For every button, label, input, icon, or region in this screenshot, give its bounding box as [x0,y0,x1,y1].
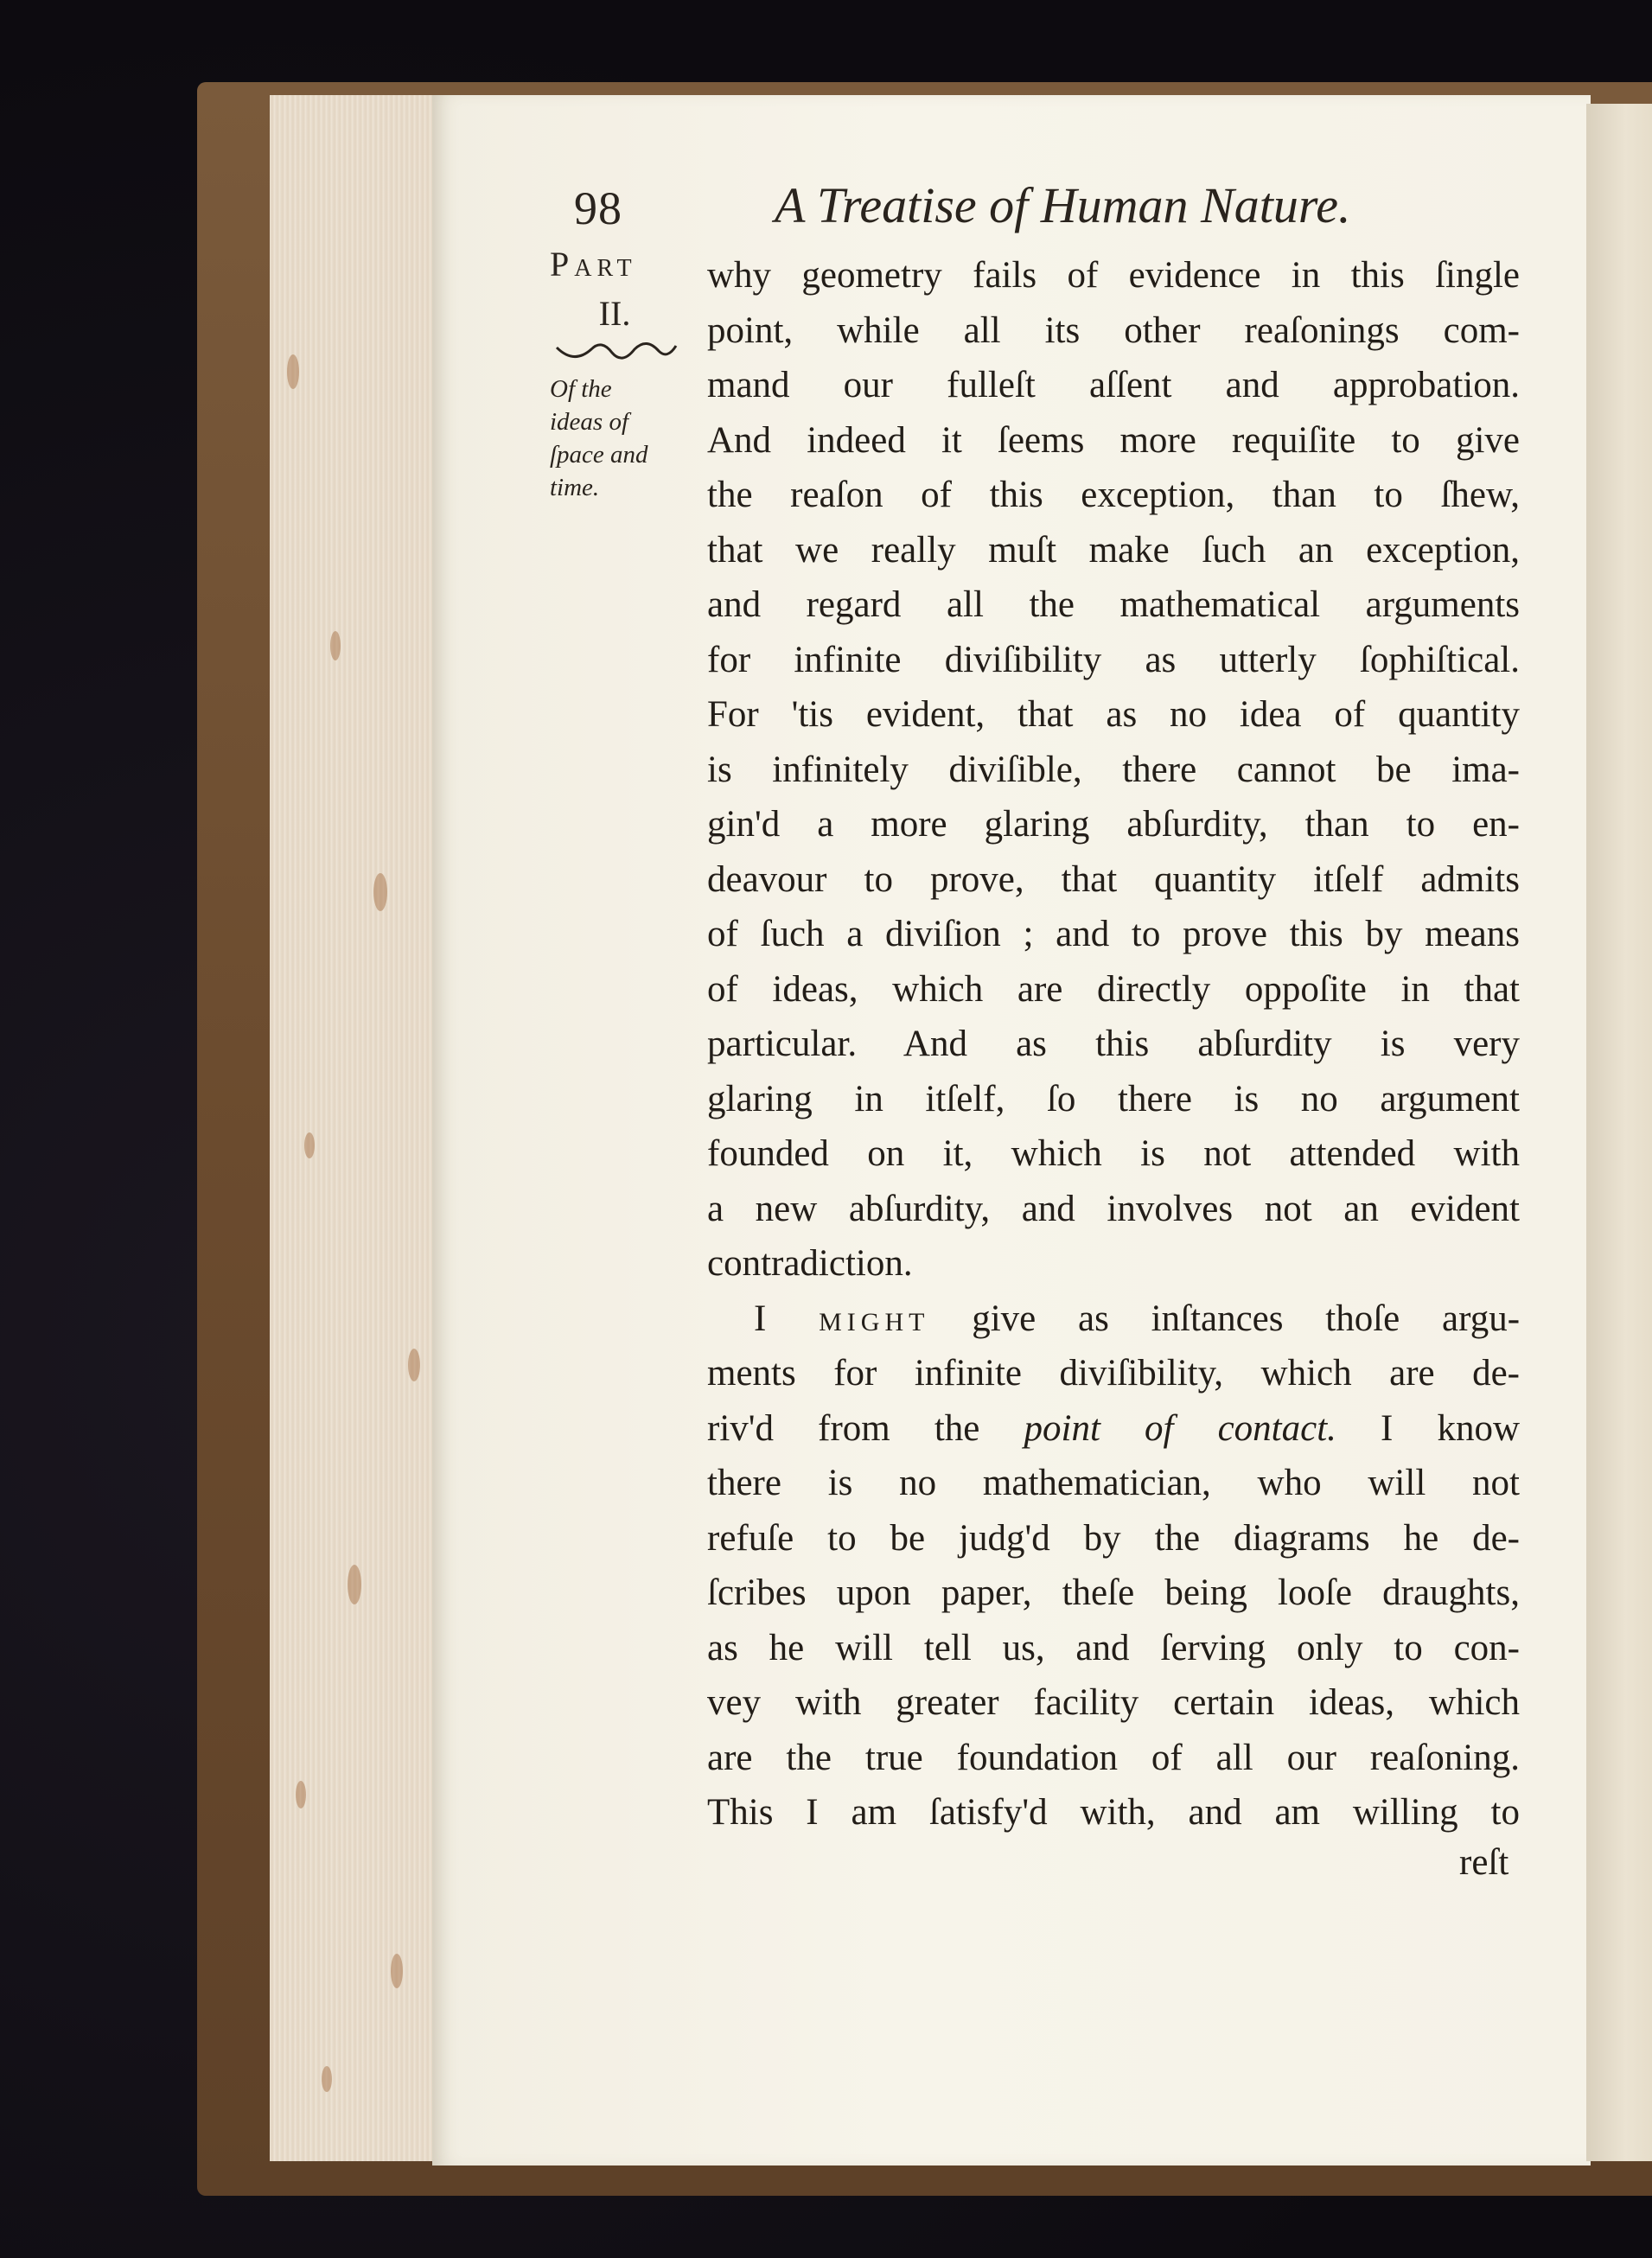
text-line [707,1401,1520,1457]
text-line: as he will tell us, and ſerving only to con- [707,1627,1520,1668]
foxing-stain [391,1954,403,1988]
sidenote-line: Of the [550,375,612,403]
body-text [707,248,1520,1840]
text-span: give as inſtances thoſe argu- [972,1298,1521,1339]
drop-word: I might [754,1298,930,1339]
text-line: contradiction. [707,1243,913,1284]
foxing-stain [304,1132,315,1158]
foxing-stain [330,631,341,660]
text-line: And indeed it ſeems more requiſite to give [707,419,1520,461]
text-line: is infinitely diviſible, there cannot be ima- [707,749,1520,790]
text-line: and regard all the mathematical arguments [707,584,1520,625]
marginal-note [550,244,688,504]
italic-phrase: point of contact. [1024,1407,1336,1449]
text-line: point, while all its other reaſonings com- [707,309,1520,351]
text-line: deavour to prove, that quantity itſelf admits [707,858,1520,900]
text-line: ſcribes upon paper, theſe being looſe draughts, [707,1572,1520,1613]
foxing-stain [296,1781,306,1808]
foxing-stain [287,354,299,389]
text-line: a new abſurdity, and involves not an evident [707,1188,1520,1229]
facing-page-edge [1586,104,1652,2161]
text-span: I know [1381,1407,1521,1449]
text-line: mand our fulleſt aſſent and approbation. [707,365,1520,405]
page-number: 98 [574,182,622,234]
text-line: the reaſon of this exception, than to ſhew, [707,475,1520,515]
foxing-stain [373,873,387,911]
text-line: gin'd a more glaring abſurdity, than to en- [707,804,1520,845]
text-line: glaring in itſelf, ſo there is no argument [707,1078,1520,1119]
page-edges [270,95,456,2161]
text-line: that we really muſt make ſuch an exception, [707,529,1520,571]
text-span: riv'd from the [707,1407,980,1449]
text-line: of ideas, which are directly oppoſite in that [707,968,1520,1010]
text-line: there is no mathematician, who will not [707,1463,1520,1503]
ornament-icon [550,339,679,368]
part-label: Part [550,245,637,284]
paragraph-first-line [707,1292,1520,1347]
text-line: why geometry fails of evidence in this ſingle [707,255,1520,296]
text-line: For 'tis evident, that as no idea of quantity [707,694,1520,735]
sidenote-line: ſpace and [550,441,648,469]
running-title: A Treatise of Human Nature. [775,177,1351,233]
foxing-stain [322,2066,332,2092]
text-line: founded on it, which is not attended with [707,1133,1520,1174]
text-line: of ſuch a diviſion ; and to prove this by means [707,914,1520,954]
foxing-stain [408,1349,420,1381]
sidenote-line: ideas of [550,408,629,436]
text-line: are the true foundation of all our reaſoning. [707,1737,1520,1778]
text-line: This I am ſatisfy'd with, and am willing to [707,1792,1520,1833]
sidenote-line: time. [550,474,600,501]
text-line: particular. And as this abſurdity is very [707,1024,1520,1064]
text-line: for infinite diviſibility as utterly ſophiſtical. [707,639,1520,680]
catchword: reſt [1459,1842,1509,1883]
foxing-stain [348,1565,361,1604]
running-head [574,173,1525,242]
part-number: II. [598,294,631,333]
text-line: refuſe to be judg'd by the diagrams he de- [707,1517,1520,1559]
text-line: vey with greater facility certain ideas, which [707,1682,1520,1723]
text-line: ments for infinite diviſibility, which are de- [707,1353,1520,1394]
